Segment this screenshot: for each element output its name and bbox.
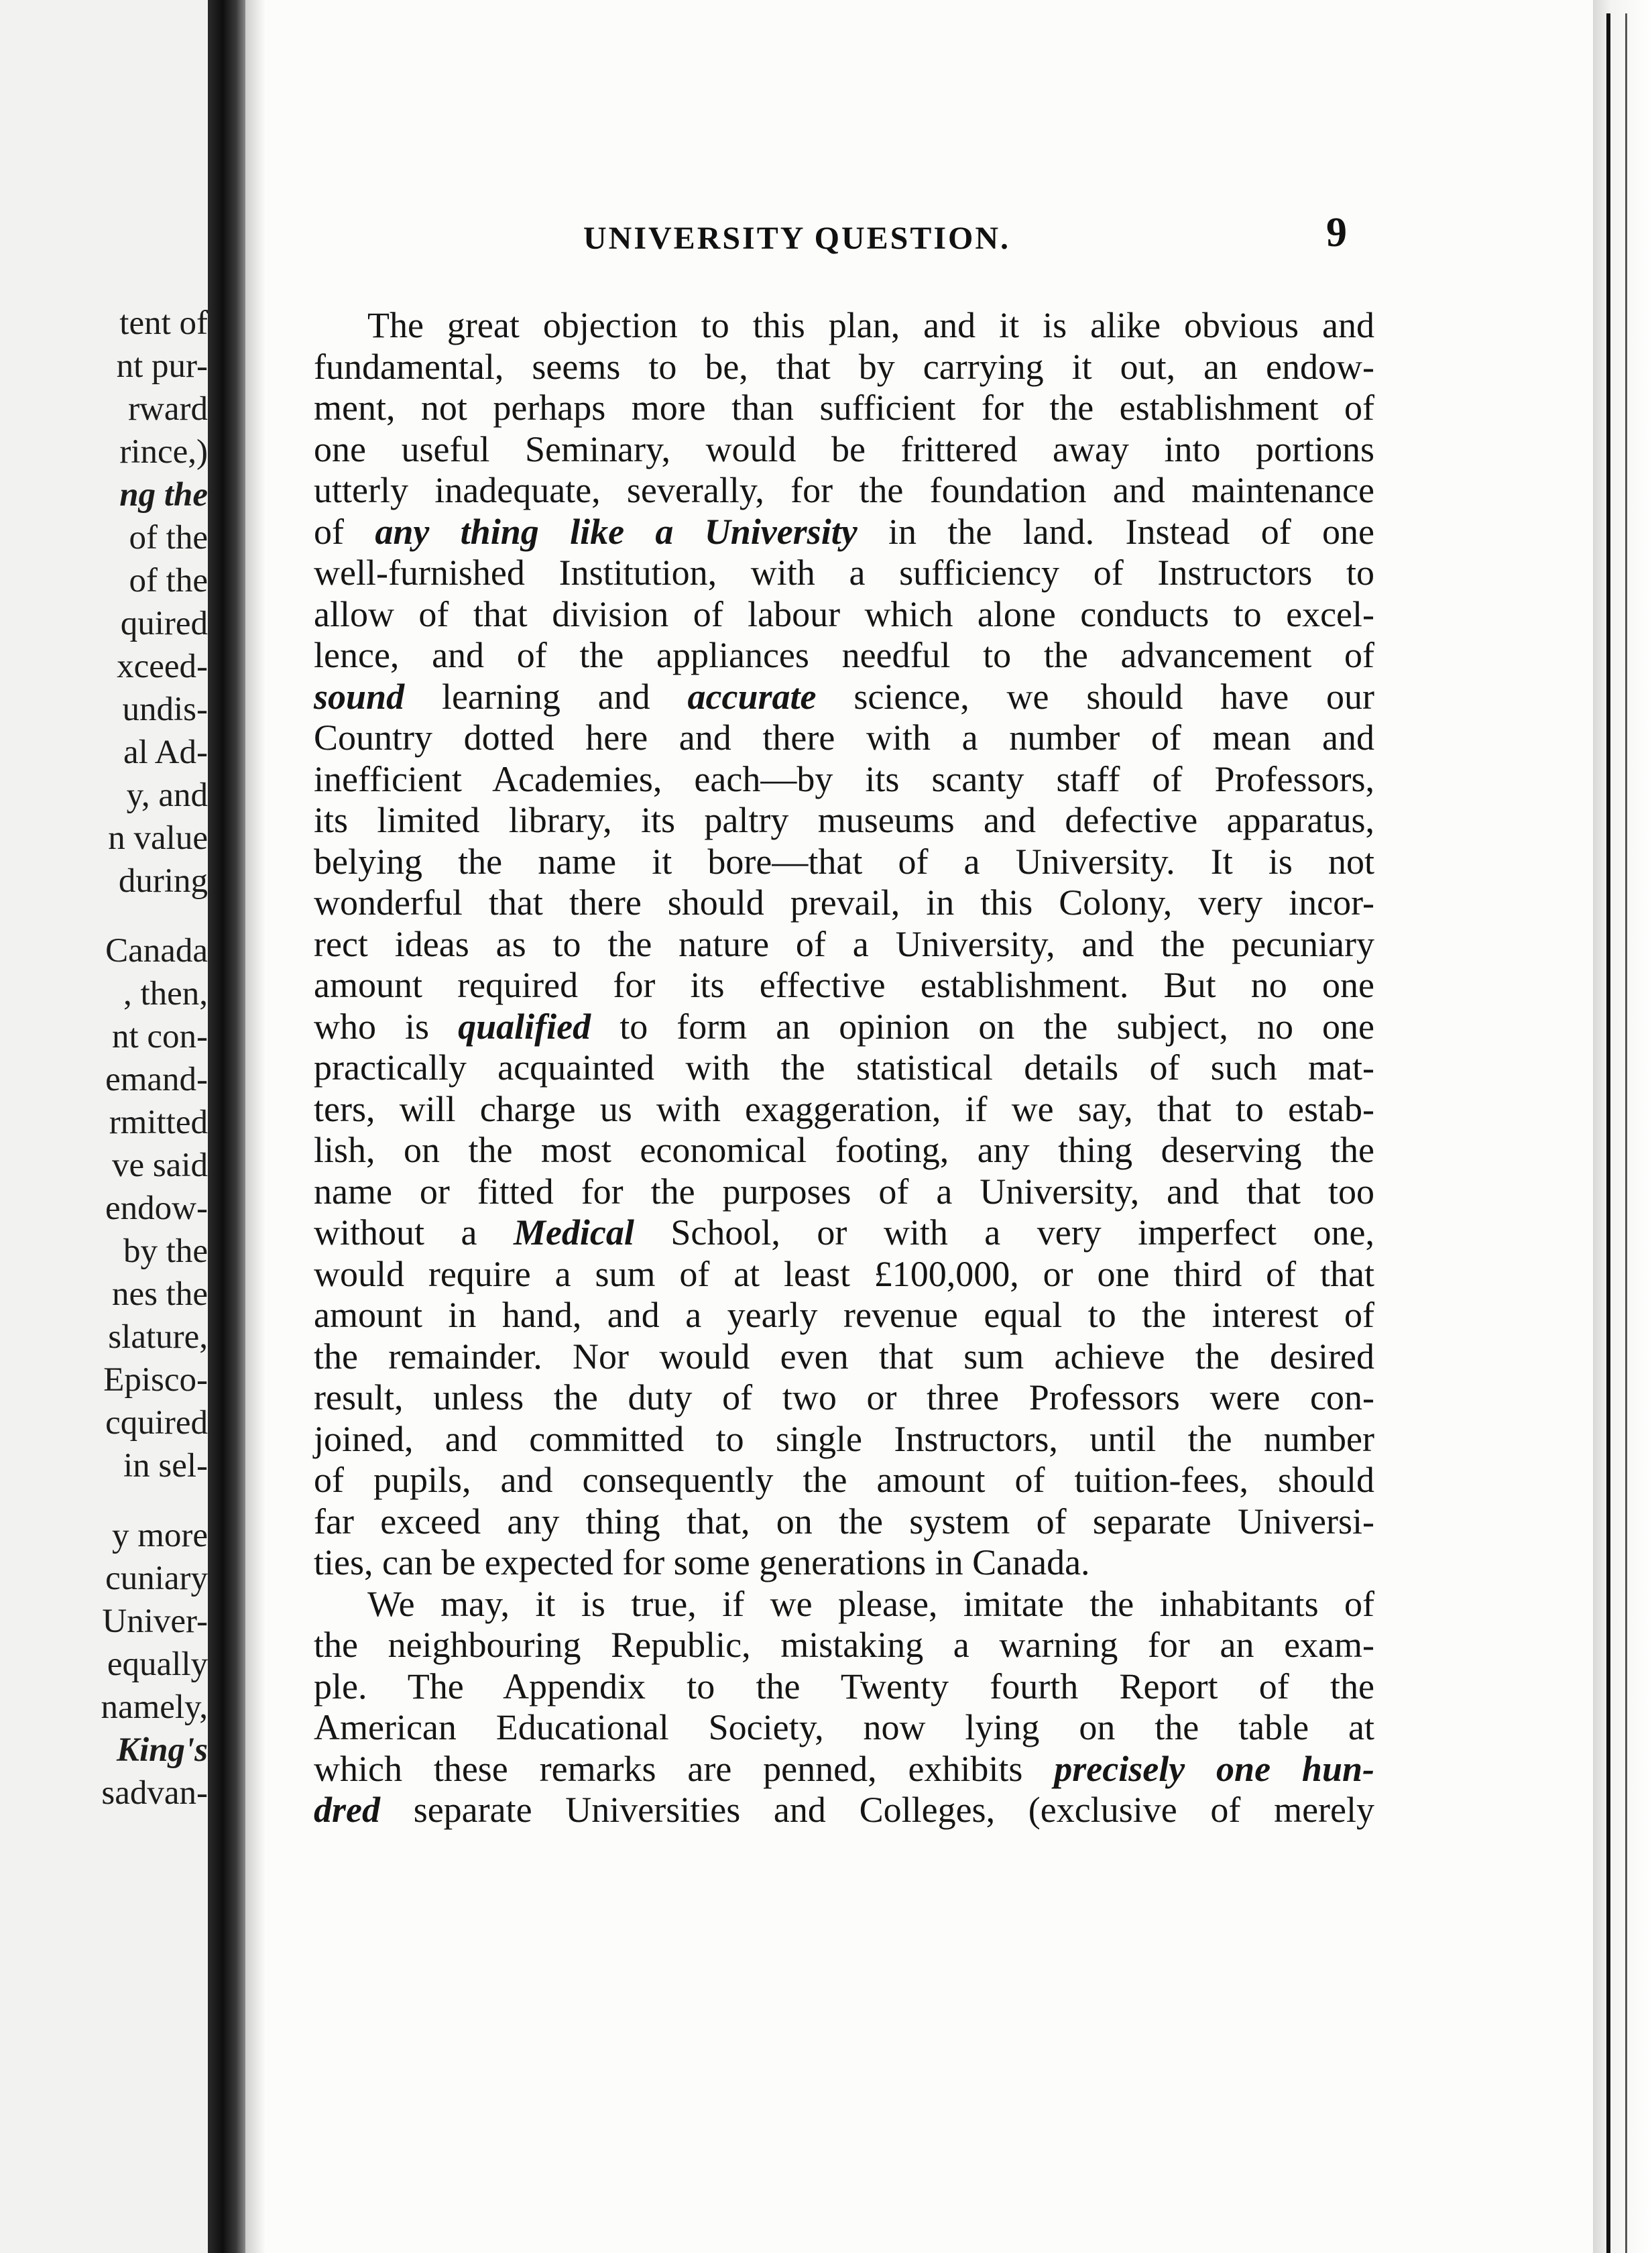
text-line: who is qualified to form an opinion on the subject, no one	[314, 1006, 1375, 1047]
text-line: one useful Seminary, would be frittered away into portions	[314, 428, 1374, 469]
text-line: amount required for its effective establishment. But no one	[314, 965, 1374, 1005]
facing-page-text-fragments	[7, 302, 208, 1814]
facing-page-line: y more	[111, 1517, 208, 1554]
page-fore-edge	[1593, 0, 1652, 2253]
facing-page-line: sadvan-	[101, 1774, 208, 1812]
text-line: ple. The Appendix to the Twenty fourth Report of the	[314, 1666, 1374, 1707]
facing-page-line: tent of	[119, 304, 208, 342]
facing-page-line: rward	[128, 390, 208, 428]
facing-page-line: slature,	[108, 1318, 208, 1356]
facing-page-line: nt pur-	[116, 347, 208, 385]
facing-page-line: xceed-	[117, 648, 208, 685]
text-line: dred separate Universities and Colleges, (exclusive of merely	[314, 1790, 1374, 1830]
facing-page-line: of the	[129, 519, 208, 557]
text-line: fundamental, seems to be, that by carrying it out, an endow-	[314, 346, 1374, 387]
facing-page-line: rmitted	[109, 1104, 208, 1141]
facing-page-line: during	[118, 862, 208, 900]
body-text	[314, 305, 1374, 1831]
facing-page-line: , then,	[123, 975, 208, 1013]
text-line: would require a sum of at least £100,000, or one third of that	[314, 1253, 1374, 1294]
text-line: without a Medical School, or with a very imperfect one,	[314, 1212, 1374, 1253]
text-line: its limited library, its paltry museums and defective apparatus,	[314, 800, 1374, 840]
facing-page-line	[7, 903, 208, 929]
text-line: wonderful that there should prevail, in this Colony, very incor-	[314, 882, 1374, 923]
facing-page-line: endow-	[105, 1190, 208, 1227]
text-line: American Educational Society, now lying on the table at	[314, 1707, 1374, 1747]
text-line: utterly inadequate, severally, for the foundation and maintenance	[314, 470, 1374, 510]
text-line: practically acquainted with the statistical details of such mat-	[314, 1047, 1374, 1088]
text-line: We may, it is true, if we please, imitate the inhabitants of	[367, 1583, 1374, 1624]
facing-page-line: quired	[120, 605, 208, 642]
emphasized-text: precisely one hun-	[1054, 1748, 1374, 1789]
emphasized-text: sound	[314, 676, 405, 717]
text-line: allow of that division of labour which alone conducts to excel-	[314, 593, 1374, 634]
text-line: the neighbouring Republic, mistaking a warning for an exam-	[314, 1625, 1374, 1665]
facing-page-line: cuniary	[105, 1560, 208, 1597]
facing-page-line: undis-	[122, 691, 208, 728]
text-line: the remainder. Nor would even that sum achieve the desired	[314, 1336, 1374, 1377]
edge-rule	[1606, 13, 1610, 2253]
text-line: of any thing like a University in the land. Instead of one	[314, 511, 1375, 552]
facing-page-line: Episco-	[103, 1361, 208, 1399]
facing-page-line: by the	[123, 1232, 208, 1270]
facing-page-line: Univer-	[102, 1603, 208, 1640]
text-line: which these remarks are penned, exhibits precisely one hun-	[314, 1748, 1374, 1789]
facing-page-line: nes the	[111, 1275, 208, 1313]
text-line: The great objection to this plan, and it is alike obvious and	[367, 305, 1374, 345]
facing-page-line: of the	[129, 562, 208, 599]
emphasized-text: Medical	[513, 1212, 634, 1253]
text-line: amount in hand, and a yearly revenue equal to the interest of	[314, 1295, 1374, 1335]
facing-page-line: n value	[108, 819, 208, 857]
running-title: UNIVERSITY QUESTION.	[583, 221, 1011, 256]
text-line: ters, will charge us with exaggeration, if we say, that to estab-	[314, 1088, 1374, 1129]
text-line: name or fitted for the purposes of a University, and that too	[314, 1171, 1374, 1212]
facing-page-line: nt con-	[111, 1018, 208, 1055]
facing-page-line: equally	[107, 1645, 208, 1683]
facing-page-line: cquired	[105, 1404, 208, 1442]
text-line: joined, and committed to single Instructors, until the number	[314, 1418, 1374, 1459]
edge-rule-thin	[1625, 13, 1627, 2253]
text-line: lish, on the most economical footing, any thing deserving the	[314, 1130, 1374, 1170]
text-line: inefficient Academies, each—by its scanty staff of Professors,	[314, 758, 1374, 799]
emphasized-text: qualified	[458, 1006, 591, 1047]
facing-page-line: ng the	[119, 476, 208, 514]
emphasized-text: dred	[314, 1790, 380, 1830]
emphasized-text: accurate	[687, 676, 817, 717]
facing-page-line: al Ad-	[123, 734, 208, 771]
facing-page-edge	[0, 0, 208, 2253]
text-line: sound learning and accurate science, we should have our	[314, 676, 1374, 717]
text-line: Country dotted here and there with a number of mean and	[314, 717, 1374, 758]
facing-page-line: y, and	[126, 776, 208, 814]
page-number: 9	[1326, 210, 1347, 255]
text-line: rect ideas as to the nature of a University, and the pecuniary	[314, 923, 1374, 964]
facing-page-line	[7, 1487, 208, 1514]
emphasized-text: any thing like a University	[375, 511, 858, 552]
facing-page-line: King's	[116, 1731, 208, 1769]
facing-page-line: namely,	[101, 1688, 208, 1726]
text-line: lence, and of the appliances needful to the advancement of	[314, 635, 1374, 675]
gutter-shadow	[245, 0, 266, 2253]
text-line: of pupils, and consequently the amount of tuition-fees, should	[314, 1460, 1374, 1500]
facing-page-line: Canada	[105, 932, 208, 970]
text-line: well-furnished Institution, with a sufficiency of Instructors to	[314, 553, 1374, 593]
facing-page-line: emand-	[105, 1061, 208, 1098]
facing-page-line: ve said	[111, 1147, 208, 1184]
facing-page-line: rince,)	[119, 433, 208, 471]
text-line: ment, not perhaps more than sufficient for the establishment of	[314, 388, 1374, 428]
book-gutter	[208, 0, 245, 2253]
text-line: ties, can be expected for some generations in Canada.	[314, 1542, 1090, 1582]
text-line: far exceed any thing that, on the system of separate Universi-	[314, 1501, 1374, 1542]
text-line: result, unless the duty of two or three Professors were con-	[314, 1377, 1374, 1418]
facing-page-line: in sel-	[123, 1447, 208, 1485]
text-line: belying the name it bore—that of a University. It is not	[314, 841, 1374, 882]
